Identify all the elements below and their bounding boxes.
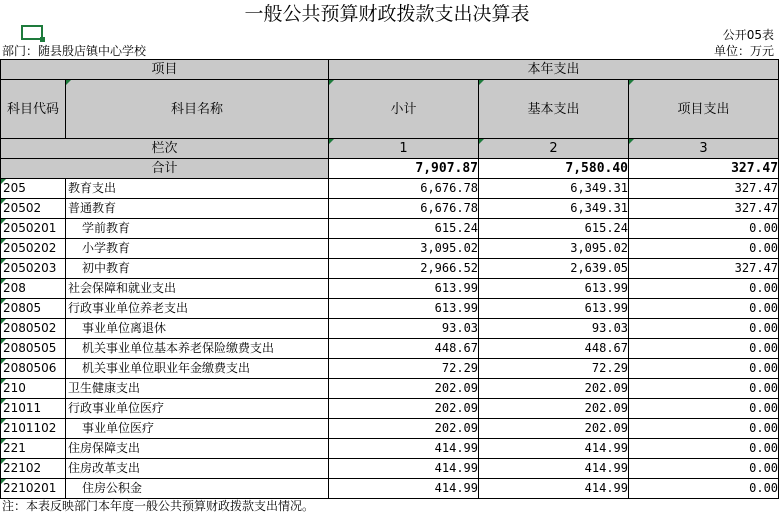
row-code[interactable]: 2210201 (1, 479, 66, 499)
row-subtotal[interactable]: 202.09 (329, 399, 479, 419)
total-subtotal[interactable]: 7,907.87 (329, 159, 479, 179)
row-subtotal[interactable]: 615.24 (329, 219, 479, 239)
row-name[interactable]: 社会保障和就业支出 (66, 279, 329, 299)
row-subtotal[interactable]: 414.99 (329, 479, 479, 499)
row-code[interactable]: 20502 (1, 199, 66, 219)
row-basic[interactable]: 2,639.05 (479, 259, 629, 279)
row-subtotal[interactable]: 613.99 (329, 299, 479, 319)
row-subtotal[interactable]: 72.29 (329, 359, 479, 379)
row-project[interactable]: 0.00 (629, 379, 779, 399)
row-basic[interactable]: 202.09 (479, 399, 629, 419)
row-project[interactable]: 327.47 (629, 199, 779, 219)
row-code[interactable]: 208 (1, 279, 66, 299)
expenditure-table (0, 59, 779, 499)
row-project[interactable]: 0.00 (629, 479, 779, 499)
header-row-2 (1, 80, 779, 139)
row-name[interactable]: 机关事业单位职业年金缴费支出 (66, 359, 329, 379)
row-subtotal[interactable]: 202.09 (329, 379, 479, 399)
row-project[interactable]: 0.00 (629, 419, 779, 439)
row-name[interactable]: 住房公积金 (66, 479, 329, 499)
row-code[interactable]: 2101102 (1, 419, 66, 439)
row-name[interactable]: 学前教育 (66, 219, 329, 239)
table-row (1, 279, 779, 299)
header-basic: 基本支出 (479, 80, 629, 139)
header-col2: 2 (479, 139, 629, 159)
row-basic[interactable]: 93.03 (479, 319, 629, 339)
row-project[interactable]: 0.00 (629, 239, 779, 259)
table-row (1, 259, 779, 279)
table-row (1, 459, 779, 479)
row-subtotal[interactable]: 414.99 (329, 439, 479, 459)
row-basic[interactable]: 448.67 (479, 339, 629, 359)
row-basic[interactable]: 3,095.02 (479, 239, 629, 259)
header-column-no: 栏次 (1, 139, 329, 159)
row-name[interactable]: 教育支出 (66, 179, 329, 199)
row-code[interactable]: 205 (1, 179, 66, 199)
row-name[interactable]: 卫生健康支出 (66, 379, 329, 399)
row-code[interactable]: 2050203 (1, 259, 66, 279)
total-label: 合计 (1, 159, 329, 179)
row-project[interactable]: 0.00 (629, 319, 779, 339)
total-row (1, 159, 779, 179)
header-col3: 3 (629, 139, 779, 159)
row-name[interactable]: 事业单位医疗 (66, 419, 329, 439)
table-row (1, 379, 779, 399)
row-basic[interactable]: 414.99 (479, 479, 629, 499)
row-project[interactable]: 0.00 (629, 299, 779, 319)
total-basic[interactable]: 7,580.40 (479, 159, 629, 179)
row-code[interactable]: 2050201 (1, 219, 66, 239)
table-row (1, 339, 779, 359)
row-name[interactable]: 普通教育 (66, 199, 329, 219)
table-row (1, 419, 779, 439)
row-subtotal[interactable]: 613.99 (329, 279, 479, 299)
row-basic[interactable]: 613.99 (479, 279, 629, 299)
table-row (1, 319, 779, 339)
row-basic[interactable]: 414.99 (479, 459, 629, 479)
row-name[interactable]: 机关事业单位基本养老保险缴费支出 (66, 339, 329, 359)
row-subtotal[interactable]: 414.99 (329, 459, 479, 479)
row-project[interactable]: 327.47 (629, 259, 779, 279)
table-row (1, 359, 779, 379)
selected-cell-indicator[interactable] (21, 25, 43, 40)
header-row-1 (1, 60, 779, 80)
row-project[interactable]: 0.00 (629, 459, 779, 479)
table-row (1, 199, 779, 219)
row-basic[interactable]: 6,349.31 (479, 199, 629, 219)
row-basic[interactable]: 72.29 (479, 359, 629, 379)
table-row (1, 399, 779, 419)
header-item: 项目 (1, 60, 329, 80)
row-subtotal[interactable]: 2,966.52 (329, 259, 479, 279)
row-project[interactable]: 0.00 (629, 399, 779, 419)
row-code[interactable]: 2080502 (1, 319, 66, 339)
row-name[interactable]: 住房改革支出 (66, 459, 329, 479)
header-code: 科目代码 (1, 80, 66, 139)
department-label: 部门：随县殷店镇中心学校 (2, 44, 147, 58)
row-project[interactable]: 0.00 (629, 339, 779, 359)
header-name: 科目名称 (66, 80, 329, 139)
row-code[interactable]: 2080505 (1, 339, 66, 359)
row-subtotal[interactable]: 448.67 (329, 339, 479, 359)
row-code[interactable]: 210 (1, 379, 66, 399)
row-name[interactable]: 行政事业单位医疗 (66, 399, 329, 419)
row-basic[interactable]: 202.09 (479, 419, 629, 439)
row-basic[interactable]: 414.99 (479, 439, 629, 459)
table-row (1, 219, 779, 239)
header-project: 项目支出 (629, 80, 779, 139)
row-code[interactable]: 2080506 (1, 359, 66, 379)
row-code[interactable]: 22102 (1, 459, 66, 479)
row-name[interactable]: 小学教育 (66, 239, 329, 259)
row-project[interactable]: 0.00 (629, 219, 779, 239)
total-project[interactable]: 327.47 (629, 159, 779, 179)
page-title: 一般公共预算财政拨款支出决算表 (244, 3, 530, 25)
row-code[interactable]: 221 (1, 439, 66, 459)
header-row-3 (1, 139, 779, 159)
form-number: 公开05表 (722, 28, 774, 42)
unit-label: 单位：万元 (713, 44, 774, 58)
table-row (1, 179, 779, 199)
row-basic[interactable]: 615.24 (479, 219, 629, 239)
row-name[interactable]: 住房保障支出 (66, 439, 329, 459)
row-subtotal[interactable]: 202.09 (329, 419, 479, 439)
row-code[interactable]: 2050202 (1, 239, 66, 259)
header-current-year: 本年支出 (329, 60, 779, 80)
row-subtotal[interactable]: 93.03 (329, 319, 479, 339)
row-project[interactable]: 0.00 (629, 359, 779, 379)
footnote: 注：本表反映部门本年度一般公共预算财政拨款支出情况。 (2, 499, 315, 513)
row-basic[interactable]: 6,349.31 (479, 179, 629, 199)
row-project[interactable]: 0.00 (629, 279, 779, 299)
row-project[interactable]: 327.47 (629, 179, 779, 199)
row-basic[interactable]: 202.09 (479, 379, 629, 399)
row-name[interactable]: 初中教育 (66, 259, 329, 279)
row-name[interactable]: 事业单位离退休 (66, 319, 329, 339)
row-subtotal[interactable]: 3,095.02 (329, 239, 479, 259)
table-row (1, 239, 779, 259)
row-code[interactable]: 20805 (1, 299, 66, 319)
row-project[interactable]: 0.00 (629, 439, 779, 459)
row-subtotal[interactable]: 6,676.78 (329, 179, 479, 199)
row-subtotal[interactable]: 6,676.78 (329, 199, 479, 219)
table-row (1, 479, 779, 499)
row-name[interactable]: 行政事业单位养老支出 (66, 299, 329, 319)
row-code[interactable]: 21011 (1, 399, 66, 419)
table-row (1, 299, 779, 319)
header-col1: 1 (329, 139, 479, 159)
row-basic[interactable]: 613.99 (479, 299, 629, 319)
header-subtotal: 小计 (329, 80, 479, 139)
table-row (1, 439, 779, 459)
